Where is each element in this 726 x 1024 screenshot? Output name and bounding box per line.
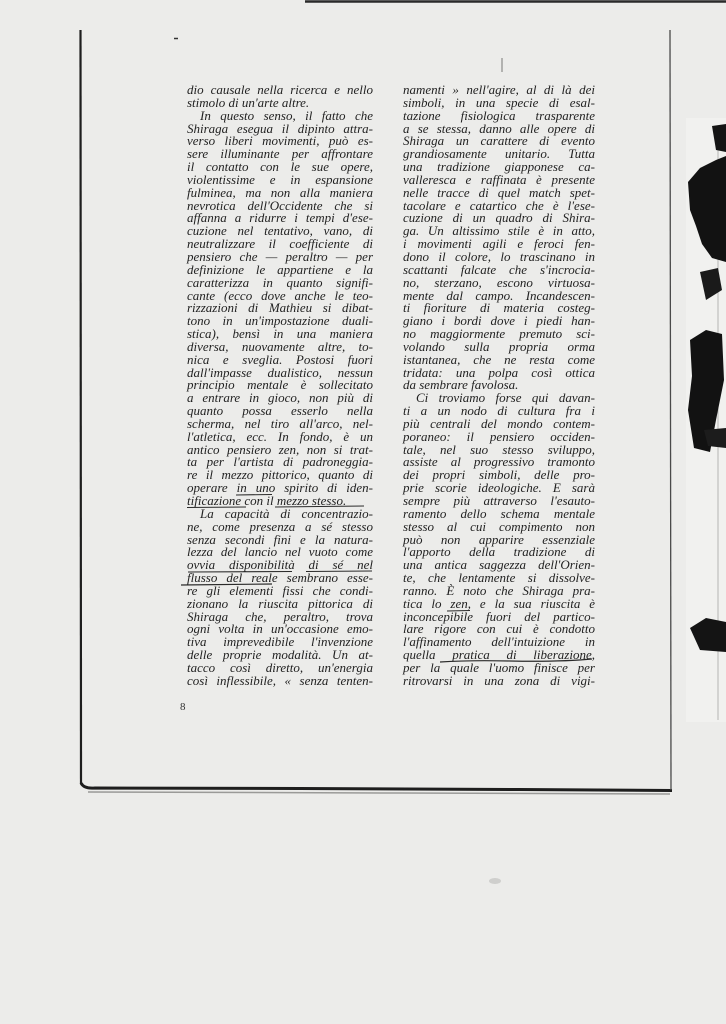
text-line: neutralizzare il coefficiente di [187, 236, 373, 252]
ink-blotch [688, 330, 724, 452]
text-line: ta per l'artista di padroneggia- [187, 454, 373, 470]
text-line: tridata: una polpa così ottica [403, 364, 595, 380]
paragraph [187, 84, 373, 110]
text-line: cuzione di un quadro di Shira- [403, 210, 595, 226]
text-line: una antica saggezza dell'Orien- [403, 557, 595, 573]
text-line: scattanti falcate che s'incrocia- [403, 261, 595, 277]
text-line: violentissime e in espansione [187, 171, 373, 187]
text-line: ramento dello schema mentale [403, 505, 595, 521]
text-line: tale, nel suo stesso sviluppo, [403, 441, 595, 457]
text-line: re gli elementi fissi che condi- [187, 582, 373, 598]
text-line: poraneo: il pensiero occiden- [403, 428, 595, 444]
text-line: tono in un'impostazione duali- [187, 313, 373, 329]
text-line: assiste al progressivo tramonto [403, 454, 595, 470]
text-line: l'affinamento dell'intuizione in [403, 634, 595, 650]
paragraph [187, 505, 373, 688]
text-line: una tradizione giapponese ca- [403, 159, 595, 175]
text-line: nelle tracce di quel match spet- [403, 184, 595, 200]
text-line: giano i bordi dove i piedi han- [403, 313, 595, 329]
text-line: zionano la riuscita pittorica di [187, 595, 373, 611]
text-line: quanto possa esserlo nella [187, 403, 373, 419]
paragraph [403, 84, 595, 392]
text-line: i movimenti agili e feroci fen- [403, 236, 595, 252]
text-line: ti a un nodo di cultura fra i [403, 403, 595, 419]
text-line: senza secondi fini e la natura- [187, 531, 373, 547]
text-line: volando sulla propria orma [403, 338, 595, 354]
scan-smudge [489, 878, 501, 884]
text-line: il contatto con le sue opere, [187, 159, 373, 175]
text-line: affanna a ridurre i tempi d'ese- [187, 210, 373, 226]
frame-bottom-shadow [88, 792, 670, 794]
text-line: nevrotica dell'Occidente che si [187, 197, 373, 213]
text-line: Shiraga che, peraltro, trova [187, 608, 373, 624]
text-line: scherma, nel tiro all'arco, nel- [187, 415, 373, 431]
text-line: antico pensiero zen, non si trat- [187, 441, 373, 457]
text-line: fulminea, ma non alla maniera [187, 184, 373, 200]
text-line: no maggiormente premuto sci- [403, 326, 595, 342]
frame-right-edge [670, 30, 671, 790]
text-line: cuzione nel tentativo, vano, di [187, 223, 373, 239]
text-line: dei propri simboli, delle pro- [403, 467, 595, 483]
right-text-column [403, 84, 595, 688]
text-line: principio mentale è sollecitato [187, 377, 373, 393]
text-line: diversa, nuovamente altre, to- [187, 338, 373, 354]
text-line: tazione fisiologica trasparente [403, 107, 595, 123]
text-line: può non apparire essenziale [403, 531, 595, 547]
text-line: flusso del reale sembrano esse- [187, 570, 373, 586]
text-line: tacolare e catartico che è l'ese- [403, 197, 595, 213]
text-line: simboli, in una specie di esal- [403, 94, 595, 110]
ink-blotch [700, 268, 722, 300]
text-line: delle proprie modalità. Un at- [187, 647, 373, 663]
text-line: ovvia disponibilità di sé nel [187, 557, 373, 573]
text-line: Ci troviamo forse qui davan- [416, 390, 595, 406]
text-line: sempre più attraverso l'esauto- [403, 493, 595, 508]
text-line: Shiraga esegua il dipinto attra- [187, 120, 373, 136]
frame-bottom-edge [81, 783, 672, 791]
text-line: caratterizza in quanto signifi- [187, 274, 373, 290]
ink-blotch [690, 618, 726, 652]
text-line: inconcepibile fuori del partico- [403, 608, 595, 624]
text-line: tiva imprevedibile l'invenzione [187, 634, 373, 650]
frame-left-edge [81, 30, 82, 784]
text-line: In questo senso, il fatto che [200, 107, 373, 123]
text-line: pensiero che — peraltro — per [187, 248, 373, 264]
text-line: tica lo zen, e la sua riuscita è [403, 595, 595, 611]
text-line: stesso al cui compimento non [403, 518, 595, 534]
text-line: cante (ecco dove anche le teo- [187, 287, 373, 303]
text-line: ranno. È noto che Shiraga pra- [403, 582, 595, 598]
text-line: dall'impasse dualistico, nessun [187, 364, 373, 380]
text-line: grandiosamente unitario. Tutta [403, 146, 595, 162]
text-line: rizzazioni di Mathieu si dibat- [187, 300, 373, 316]
text-line: Shiraga un carattere di evento [403, 133, 595, 149]
text-line: re il mezzo pittorico, quanto di [187, 467, 373, 483]
text-line: lare rigore con cui è condotto [403, 621, 595, 637]
text-line: ritrovarsi in una zona di vigi- [403, 672, 595, 688]
text-line: l'apporto della tradizione di [403, 544, 595, 560]
text-line: ogni volta in un'occasione emo- [187, 621, 373, 637]
text-line: da sembrare favolosa. [403, 377, 519, 393]
text-line: te, che lentamente si dissolve- [403, 570, 595, 586]
paragraph [403, 392, 595, 687]
text-line: istantanea, che ne resta come [403, 351, 595, 367]
text-line: dio causale nella ricerca e nello [187, 82, 373, 97]
text-line: sere illuminante per affrontare [187, 146, 373, 162]
text-line: quella pratica di liberazione, [403, 647, 595, 663]
text-line: prie scorie ideologiche. E sarà [403, 480, 595, 496]
text-line: più centrali del mondo contem- [403, 415, 595, 431]
page-number: 8 [180, 701, 186, 713]
ink-blotch [688, 156, 726, 262]
text-line: stimolo di un'arte altre. [187, 94, 310, 110]
text-line: tacco così diretto, un'energia [187, 659, 373, 675]
text-line: per la quale l'uomo finisce per [403, 659, 595, 675]
text-line: ne, come presenza a sé stesso [187, 518, 373, 534]
paragraph [187, 107, 373, 508]
adjacent-page-strip [686, 118, 726, 722]
text-line: a se stessa, danno alle opere di [403, 120, 595, 136]
text-line: ga. Un altissimo stile è in atto, [403, 223, 595, 239]
text-line: l'atletica, ecc. In fondo, è un [187, 428, 373, 444]
ink-blotch [712, 124, 726, 152]
text-line: stica), bensì in una maniera [187, 326, 373, 342]
text-line: così inflessibile, « senza tenten- [187, 672, 373, 688]
text-line: a entrare in gioco, non più di [187, 390, 373, 406]
text-line: verso liberi movimenti, può es- [187, 133, 373, 149]
text-line: tificazione con il mezzo stesso. [187, 493, 347, 508]
text-line: no, sterzano, escono virtuosa- [403, 274, 595, 290]
text-line: nica e sveglia. Postosi fuori [187, 351, 373, 367]
text-line: definizione le appartiene e la [187, 261, 373, 277]
text-line: mente dal campo. Incandescen- [403, 287, 595, 303]
text-line: La capacità di concentrazio- [200, 505, 373, 521]
left-text-column [187, 84, 373, 688]
text-line: namenti » nell'agire, al di là dei [403, 82, 595, 97]
text-line: dono il colore, lo trascinano in [403, 248, 595, 264]
ink-blotch [704, 428, 726, 448]
text-line: lezza del lancio nel vuoto come [187, 544, 373, 560]
text-line: operare in uno spirito di iden- [187, 480, 373, 496]
text-line: valleresca e raffinata è presente [403, 171, 595, 187]
text-line: ti fioriture di materia costeg- [403, 300, 595, 316]
